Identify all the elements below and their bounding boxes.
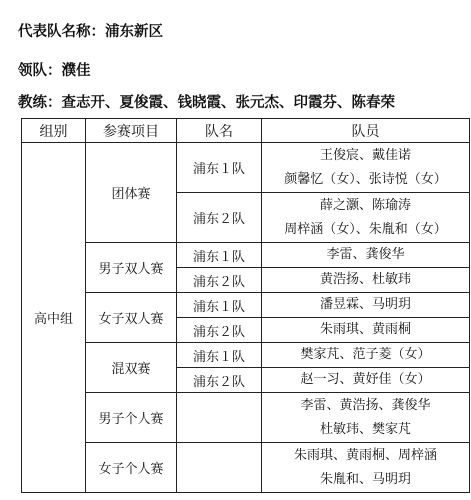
table-row [22,293,470,318]
member-line: 朱雨琪、黄雨桐、周梓涵 [293,447,437,463]
team-cell: 浦东２队 [177,193,262,243]
member-line: 李雷、龚俊华 [326,247,405,262]
event-cell: 女子个人赛 [86,443,177,493]
team-cell: 浦东１队 [177,143,262,193]
team-name-line [18,22,163,42]
table-header-row [22,119,470,143]
header-members: 队员 [262,119,470,143]
member-line: 潘昱霖、马明玥 [319,297,411,312]
header-group: 组别 [22,119,86,143]
header-event: 参赛项目 [86,119,177,143]
table-row [22,143,470,193]
team-cell [177,443,262,493]
team-cell [177,393,262,443]
member-line: 朱胤和、马明玥 [319,471,411,487]
team-cell: 浦东２队 [177,268,262,293]
members-cell [262,318,470,343]
team-leader-label: 领队： [18,63,62,79]
team-leader-line [18,61,91,81]
team-cell: 浦东１队 [177,293,262,318]
team-name-label: 代表队名称： [18,24,105,40]
table-row [22,393,470,443]
event-cell: 女子双人赛 [86,293,177,343]
event-cell: 混双赛 [86,343,177,393]
member-line: 薛之灏、陈瑜涛 [319,197,411,213]
coaches-value: 查志开、夏俊霞、钱晓霞、张元杰、印霞芬、陈春荣 [61,95,395,111]
member-line: 王俊宸、戴佳诺 [319,147,411,163]
roster-table [21,118,470,493]
coaches-line [18,93,395,113]
event-cell: 男子个人赛 [86,393,177,443]
members-cell [262,143,470,193]
table-row [22,243,470,268]
team-cell: 浦东１队 [177,343,262,368]
event-cell: 男子双人赛 [86,243,177,293]
members-cell [262,293,470,318]
team-leader-value: 濮佳 [61,63,91,79]
member-line: 朱雨琪、黄雨桐 [319,322,411,337]
coaches-label: 教练： [18,95,62,111]
members-cell [262,268,470,293]
members-cell [262,243,470,268]
table-row [22,443,470,493]
member-line: 周梓涵（女）、朱胤和（女） [284,221,447,237]
members-cell [262,393,470,443]
member-line: 颜馨忆（女）、张诗悦（女） [284,171,447,187]
members-cell [262,368,470,393]
team-cell: 浦东１队 [177,243,262,268]
member-line: 杜敏玮、樊家芃 [319,421,411,437]
table-row [22,343,470,368]
member-line: 赵一习、黄妤佳（女） [300,372,431,387]
team-cell: 浦东２队 [177,368,262,393]
member-line: 李雷、黄浩扬、龚俊华 [300,397,431,413]
members-cell [262,343,470,368]
group-cell: 高中组 [22,143,86,493]
team-name-value: 浦东新区 [105,24,163,40]
members-cell [262,443,470,493]
header-team: 队名 [177,119,262,143]
member-line: 黄浩扬、杜敏玮 [319,272,411,287]
team-cell: 浦东２队 [177,318,262,343]
event-cell: 团体赛 [86,143,177,243]
members-cell [262,193,470,243]
member-line: 樊家芃、范子菱（女） [300,347,431,362]
